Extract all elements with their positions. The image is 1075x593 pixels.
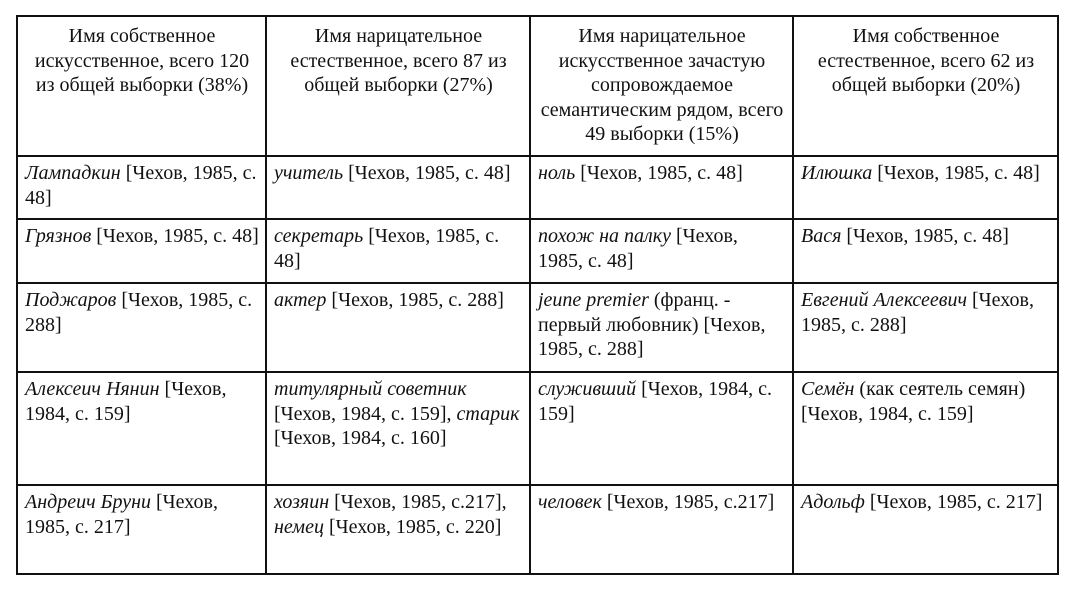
table-cell — [530, 283, 793, 372]
citation-text: [Чехов, 1985, с. 288] — [801, 289, 1034, 336]
table-cell — [17, 485, 266, 574]
name-term: jeune premier — [538, 289, 649, 311]
name-term: Андреич Бруни — [25, 491, 152, 513]
table-cell — [17, 156, 266, 219]
citation-text: [Чехов, 1985, с. 48] — [25, 162, 257, 209]
table-row — [17, 156, 1058, 219]
name-term: титулярный советник — [274, 378, 467, 400]
citation-text: [Чехов, 1985, с.217], — [329, 491, 507, 513]
table-row — [17, 372, 1058, 485]
table-body — [17, 156, 1058, 574]
header-row — [17, 16, 1058, 156]
name-term: Грязнов — [25, 225, 92, 247]
citation-text: [Чехов, 1985, с. 48] — [91, 225, 259, 247]
table-cell — [530, 485, 793, 574]
table-row — [17, 485, 1058, 574]
citation-text: [Чехов, 1985, с. 48] — [343, 162, 511, 184]
citation-text: [Чехов, 1984, с. 159] — [538, 378, 772, 425]
table-cell — [266, 156, 530, 219]
name-term: служивший — [538, 378, 637, 400]
table-cell — [530, 219, 793, 283]
header-cell: Имя нарицательное естественное, всего 87 из общей выборки (27%) — [266, 16, 530, 156]
name-term: Евгений Алексеевич — [801, 289, 967, 311]
table-row — [17, 219, 1058, 283]
name-term: Поджаров — [25, 289, 117, 311]
citation-text: [Чехов, 1985, с. 288] — [326, 289, 504, 311]
name-term: человек — [538, 491, 602, 513]
table-cell — [266, 485, 530, 574]
table-cell — [530, 372, 793, 485]
table-cell — [793, 283, 1058, 372]
citation-text: [Чехов, 1985, с. 48] — [872, 162, 1040, 184]
citation-text: [Чехов, 1985, с. 48] — [538, 225, 738, 272]
header-cell: Имя собственное искусственное, всего 120 из общей выборки (38%) — [17, 16, 266, 156]
name-term: Семён — [801, 378, 855, 400]
names-table — [16, 15, 1059, 575]
name-term: учитель — [274, 162, 344, 184]
table-cell — [17, 372, 266, 485]
citation-text: (как сеятель семян) [Чехов, 1984, с. 159] — [801, 378, 1026, 425]
name-term: Илюшка — [801, 162, 873, 184]
table-cell — [266, 219, 530, 283]
citation-text: [Чехов, 1985, с. 48] — [575, 162, 743, 184]
table-cell — [266, 372, 530, 485]
name-term: Адольф — [801, 491, 865, 513]
name-term: ноль — [538, 162, 576, 184]
table-cell — [17, 219, 266, 283]
table-cell — [266, 283, 530, 372]
table-cell — [793, 485, 1058, 574]
table-cell — [793, 219, 1058, 283]
name-term: Лампадкин — [25, 162, 121, 184]
table-cell — [17, 283, 266, 372]
citation-text: [Чехов, 1984, с. 159] — [25, 378, 227, 425]
name-term: Алексеич Нянин — [25, 378, 160, 400]
table-cell — [793, 156, 1058, 219]
citation-text: [Чехов, 1985, с. 48] — [841, 225, 1009, 247]
citation-text: [Чехов, 1985, с. 288] — [25, 289, 253, 336]
table-cell — [530, 156, 793, 219]
citation-text: [Чехов, 1985, с. 48] — [274, 225, 500, 272]
name-term: хозяин — [274, 491, 330, 513]
name-term: похож на палку — [538, 225, 671, 247]
name-term: актер — [274, 289, 327, 311]
citation-text: (франц. - первый любовник) [Чехов, 1985, с. 288] — [538, 289, 766, 360]
citation-text: [Чехов, 1985, с.217] — [601, 491, 775, 513]
citation-text: [Чехов, 1985, с. 217] — [25, 491, 218, 538]
name-term: старик — [456, 402, 520, 425]
table-cell — [793, 372, 1058, 485]
header-cell: Имя собственное естественное, всего 62 из общей выборки (20%) — [793, 16, 1058, 156]
table-row — [17, 283, 1058, 372]
citation-text: [Чехов, 1984, с. 160] — [274, 427, 447, 449]
citation-text: [Чехов, 1985, с. 220] — [323, 515, 502, 538]
name-term: немец — [274, 515, 324, 538]
name-term: Вася — [801, 225, 842, 247]
name-term: секретарь — [274, 225, 364, 247]
citation-text: [Чехов, 1985, с. 217] — [864, 491, 1043, 513]
header-cell: Имя нарицательное искусственное зачастую сопровождаемое семантическим рядом, всего 49 выборки (15%) — [530, 16, 793, 156]
citation-text: [Чехов, 1984, с. 159], — [274, 402, 457, 425]
